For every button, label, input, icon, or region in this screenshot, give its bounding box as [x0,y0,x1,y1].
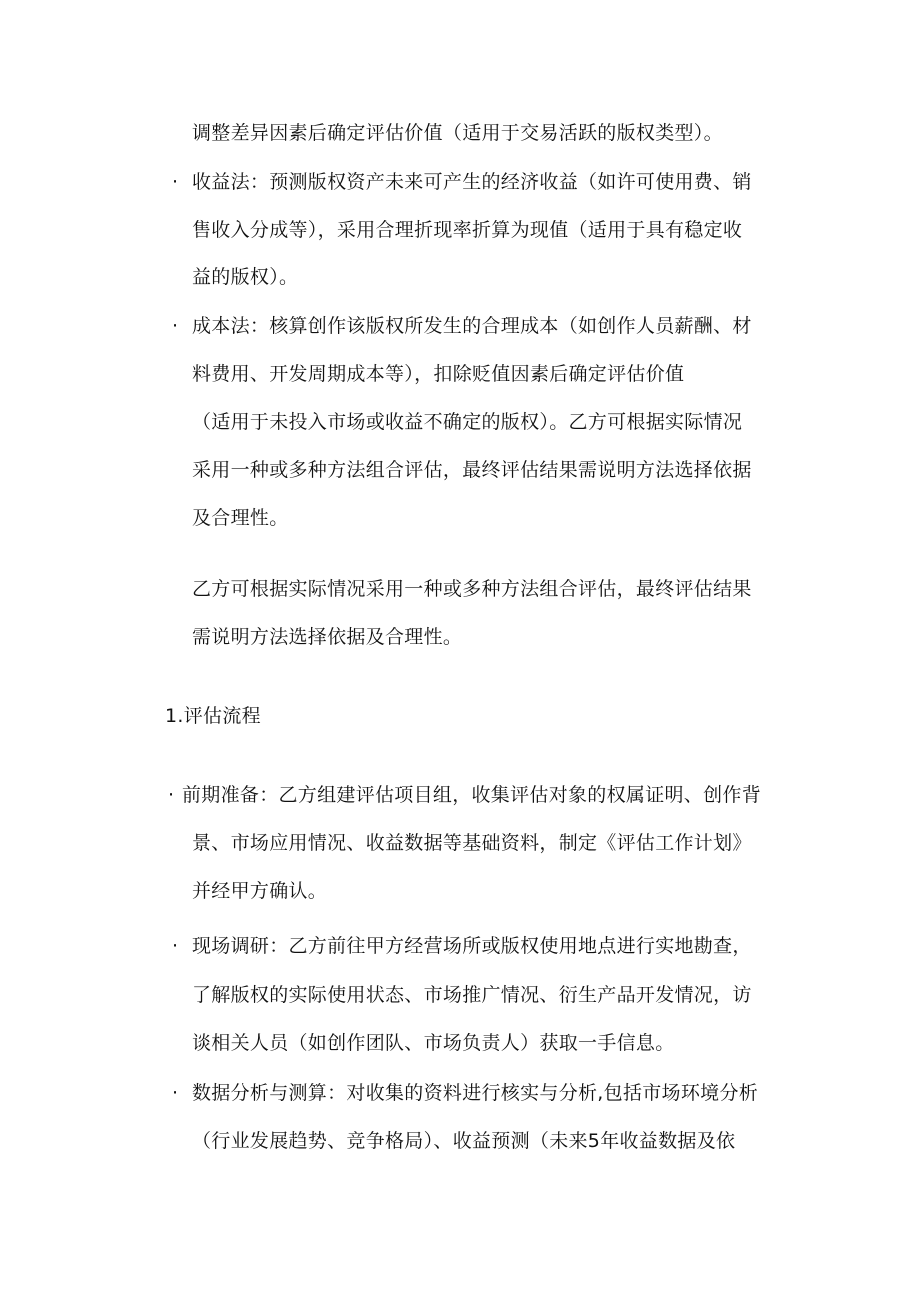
text-line: 收益法：预测版权资产未来可产生的经济收益（如许可使用费、销 [192,171,752,193]
bullet-icon: · [168,784,175,806]
text-line: 了解版权的实际使用状态、市场推广情况、衍生产品开发情况，访 [192,984,752,1006]
section-heading: 1.评估流程 [165,705,261,727]
bullet-icon: · [172,315,179,337]
text-line: 售收入分成等），采用合理折现率折算为现值（适用于具有稳定收 [192,219,743,241]
text-line: 料费用、开发周期成本等），扣除贬值因素后确定评估价值 [192,363,685,385]
bullet-icon: · [172,171,179,193]
text-line: 乙方可根据实际情况采用一种或多种方法组合评估，最终评估结果 [192,578,752,600]
text-line: （适用于未投入市场或收益不确定的版权）。乙方可根据实际情况 [192,411,743,433]
text-line: 前期准备：乙方组建评估项目组，收集评估对象的权属证明、创作背 [182,784,762,806]
text-line: （行业发展趋势、竞争格局）、收益预测（未来5年收益数据及依 [192,1130,736,1152]
text-line: 及合理性。 [192,507,289,529]
text-line: 需说明方法选择依据及合理性。 [192,626,463,648]
text-line: 景、市场应用情况、收益数据等基础资料，制定《评估工作计划》 [192,832,752,854]
text-line: 调整差异因素后确定评估价值（适用于交易活跃的版权类型）。 [192,122,723,144]
text-line: 成本法：核算创作该版权所发生的合理成本（如创作人员薪酬、材 [192,315,752,337]
text-line: 益的版权）。 [192,266,299,288]
text-line: 现场调研：乙方前往甲方经营场所或版权使用地点进行实地勘查， [192,935,752,957]
bullet-icon: · [172,935,179,957]
text-line: 采用一种或多种方法组合评估，最终评估结果需说明方法选择依据 [192,459,752,481]
text-line: 并经甲方确认。 [192,880,328,902]
bullet-icon: · [172,1082,179,1104]
text-line: 数据分析与测算：对收集的资料进行核实与分析,包括市场环境分析 [192,1082,759,1104]
text-line: 谈相关人员（如创作团队、市场负责人）获取一手信息。 [192,1032,675,1054]
